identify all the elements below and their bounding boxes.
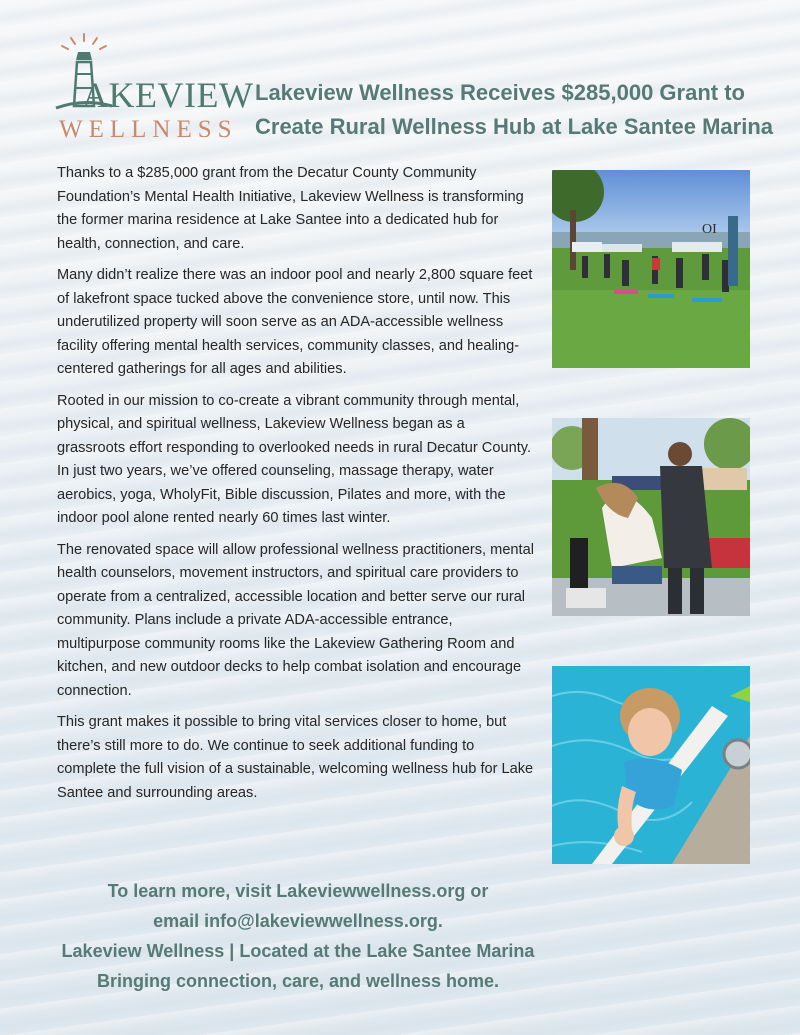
headline-line-2: Create Rural Wellness Hub at Lake Santee Marina [255,114,773,139]
paragraph: Rooted in our mission to co-create a vibrant community through mental, physical, and spiritual wellness, Lakeview Wellness began as a grassroots effort responding to overlooked needs in rural Decatur County. In just two years, we’ve offered counseling, massage therapy, water aerobics, yoga, WholyFit, Bible discussion, Pilates and more, with the indoor pool alone rented nearly 60 times last winter. [57,392,532,526]
paragraph: This grant makes it possible to bring vital services closer to home, but there’s still more to do. We continue to seek additional funding to complete the full vision of a sustainable, welcoming wellness hub for Lake Santee and surrounding areas. [57,714,534,801]
headline [255,76,775,144]
footer-line-1: To learn more, visit Lakeviewwellness.org or [107,881,489,901]
headline-line-1: Lakeview Wellness Receives $285,000 Grant to [255,80,745,105]
lakeview-logo [54,32,254,143]
footer-line-4: Bringing connection, care, and wellness home. [96,971,500,991]
yoga-photo-caption: OI [702,222,717,237]
footer-line-2: email info@lakeviewwellness.org. [153,911,443,931]
article-body [57,162,535,813]
paragraph: Many didn’t realize there was an indoor pool and nearly 2,800 square feet of lakefront space tucked above the convenience store, until now. This underutilized property will soon serve as an ADA-accessible wellness facility offering mental health services, community classes, and healing-centered gatherings for all ages and abilities. [57,267,533,377]
logo-brand: AKEVIEW [82,75,254,115]
massage-photo [552,418,750,616]
paragraph: Thanks to a $285,000 grant from the Decatur County Community Foundation’s Mental Health Initiative, Lakeview Wellness is transforming the former marina residence at Lake Santee into a dedicated hub for health, connection, and care. [57,165,524,252]
paragraph: The renovated space will allow professional wellness practitioners, mental health counselors, movement instructors, and spiritual care providers to operate from a centralized, accessible location and better serve our rural community. Plans include a private ADA-accessible entrance, multipurpose community rooms like the Lakeview Gathering Room and kitchen, and new outdoor decks to help combat isolation and encourage connection. [57,541,534,699]
pool-photo [552,666,750,864]
footer-contact [30,876,566,996]
logo-tagline: WELLNESS [59,116,238,143]
yoga-photo [552,170,750,368]
footer-line-3: Lakeview Wellness | Located at the Lake Santee Marina [61,941,535,961]
